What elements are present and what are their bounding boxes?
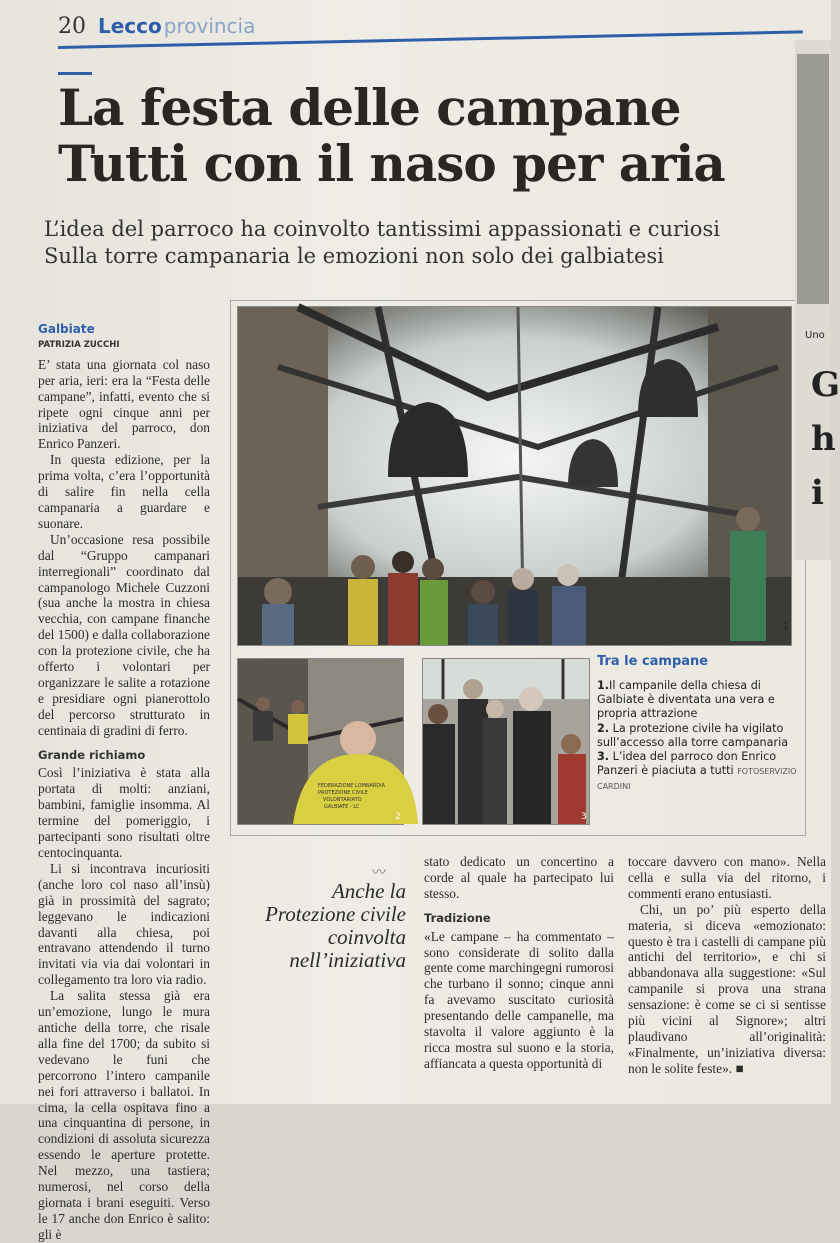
paragraph: stato dedicato un concertino a corde al quale ha partecipato lui stesso.: [424, 854, 614, 901]
headline: [58, 80, 725, 192]
caption-num: 3.: [597, 750, 610, 764]
civil-protection-image: [238, 659, 403, 824]
subheadline: [44, 216, 720, 270]
caption-text: Il campanile della chiesa di Galbiate è diventata una vera e propria attrazione: [597, 679, 775, 721]
pull-quote: Anche la Protezione civile coinvolta nell’iniziativa: [265, 879, 406, 972]
caption-num: 1.: [597, 679, 610, 692]
adjacent-letter: i: [811, 473, 824, 513]
caption-item: [597, 722, 807, 750]
article-location: Galbiate: [38, 322, 95, 336]
adjacent-page-edge: [795, 40, 840, 560]
subheadline-line: L’idea del parroco ha coinvolto tantissimi appassionati e curiosi: [44, 217, 720, 241]
adjacent-letters: [811, 358, 840, 520]
vest-text-line: GALBIATE - LC: [324, 804, 360, 810]
paragraph: In questa edizione, per la prima volta, c’era l’opportunità di salire fin nella cella campanaria a guardare e suonare.: [38, 452, 210, 531]
adjacent-letter: G: [811, 365, 840, 405]
article-column-2: [424, 854, 614, 1072]
caption-item: [597, 679, 807, 722]
subheadline-line: Sulla torre campanaria le emozioni non solo dei galbiatesi: [44, 244, 664, 268]
paragraph: «Le campane – ha commentato – sono considerate di solito dalla gente come marchingegni rumorosi che turbano il sonno; cinque anni fa avevamo suscitato curiosità presentando delle campanelle, ma stavolta il valore aggiunto è la ricca mostra sul suono e la storia, affiancata a questa opportunità di: [424, 928, 615, 1071]
caption-text: L’idea del parroco don Enrico Panzeri è piaciuta a tutti: [597, 750, 777, 778]
paragraph: Un’occasione resa possibile dal “Gruppo campanari interregionali” coordinato dal campanologo Michele Cuzzoni (sua anche la mostra in chiesa vecchia, con campane finanche del 1500) e dalla collaborazione con la protezione civile, che ha offerto i volontari per organizzare le salite a rotazione e presidiare ogni pianerottolo del percorso strutturato in centinaia di gradini di ferro.: [38, 531, 210, 738]
adjacent-photo: [797, 54, 829, 304]
caption-text: La protezione civile ha vigilato sull’accesso alla torre campanaria: [597, 721, 789, 749]
article-column-1: [38, 322, 210, 1243]
page-number: 20: [58, 14, 86, 39]
caption-box: [597, 654, 807, 824]
page-header: [58, 14, 255, 39]
adjacent-label: Uno: [805, 330, 825, 341]
photo-credit: FOTOSERVIZIO CARDINI: [597, 767, 797, 792]
photo-civil-protection: [237, 658, 404, 825]
vest-text-line: PROTEZIONE CIVILE: [318, 790, 368, 796]
caption-body: [597, 679, 807, 795]
headline-line: La festa delle campane: [58, 78, 681, 137]
adjacent-letter: h: [811, 419, 836, 459]
paragraph: E’ stata una giornata col naso per aria, ieri: era la “Festa delle campane”, infatti, evento che si ripete ogni cinque anni per iniziativa del parroco, don Enrico Panzeri.: [38, 356, 210, 452]
photo-number: 1: [783, 622, 789, 632]
photo-parish-priest: [422, 658, 590, 825]
paragraph: Chi, un po’ più esperto della materia, si diceva «emozionato: questo è tra i castelli di campane più antichi del territorio», e chi si abbandonava alla suggestione: «Sul campanile si prova una strana sensazione: è come se ci si sentisse più vicini al Signore»; altri plaudivano all’originalità: «Finalmente, un’iniziativa diversa: non le solite feste». ■: [628, 901, 826, 1076]
photo-number: 3: [581, 812, 587, 822]
article-author: PATRIZIA ZUCCHI: [38, 339, 120, 350]
headline-line: Tutti con il naso per aria: [58, 134, 725, 193]
subhead: Tradizione: [424, 910, 491, 925]
photo-bell-tower: [237, 306, 792, 646]
accent-dash: [58, 72, 92, 75]
caption-num: 2.: [597, 721, 610, 735]
article-column-3: [628, 854, 826, 1077]
photo-number: 2: [395, 812, 401, 822]
paragraph: La salita stessa già era un’emozione, lungo le mura antiche della torre, che risale alla fine del 1700; da subito si vedevano le funi che percorrono l’intero campanile nei fori attraverso i ballatoi. In cima, la cella ospitava fino a una cinquantina di persone, in condizioni di assoluta sicurezza essendo le aperture protette. Nel mezzo, una tastiera; numerosi, nel corso della giornata i brani eseguiti. Verso le 17 anche don Enrico è salito: gli è: [38, 988, 210, 1242]
parish-priest-image: [423, 659, 589, 824]
section-name: Lecco: [98, 14, 162, 38]
vest-text-line: VOLONTARIATO: [323, 797, 362, 803]
subsection-name: provincia: [163, 14, 256, 38]
paragraph: toccare davvero con mano». Nella cella e sulla via del ritorno, i commenti erano entusiasti.: [628, 854, 826, 901]
vest-text-line: FEDERAZIONE LOMBARDIA: [318, 783, 385, 789]
paragraph: Li si incontrava incuriositi (anche loro col naso all’insù) già in prossimità del sagrato; leggevano le indicazioni davanti alla chiesa, poi entravano attendendo il turno invitati via via dai volontari in collegamento tra loro via radio.: [38, 860, 210, 988]
quote-icon: 〰: [372, 865, 386, 881]
subhead: Grande richiamo: [38, 747, 146, 762]
caption-title: Tra le campane: [597, 654, 709, 669]
paragraph: Così l’iniziativa è stata alla portata di molti: anziani, bambini, famiglie insomma. Al termine del pomeriggio, i partecipanti sono risultati oltre centocinquanta.: [38, 765, 210, 860]
bell-tower-image: [238, 307, 791, 645]
caption-item: [597, 750, 807, 795]
